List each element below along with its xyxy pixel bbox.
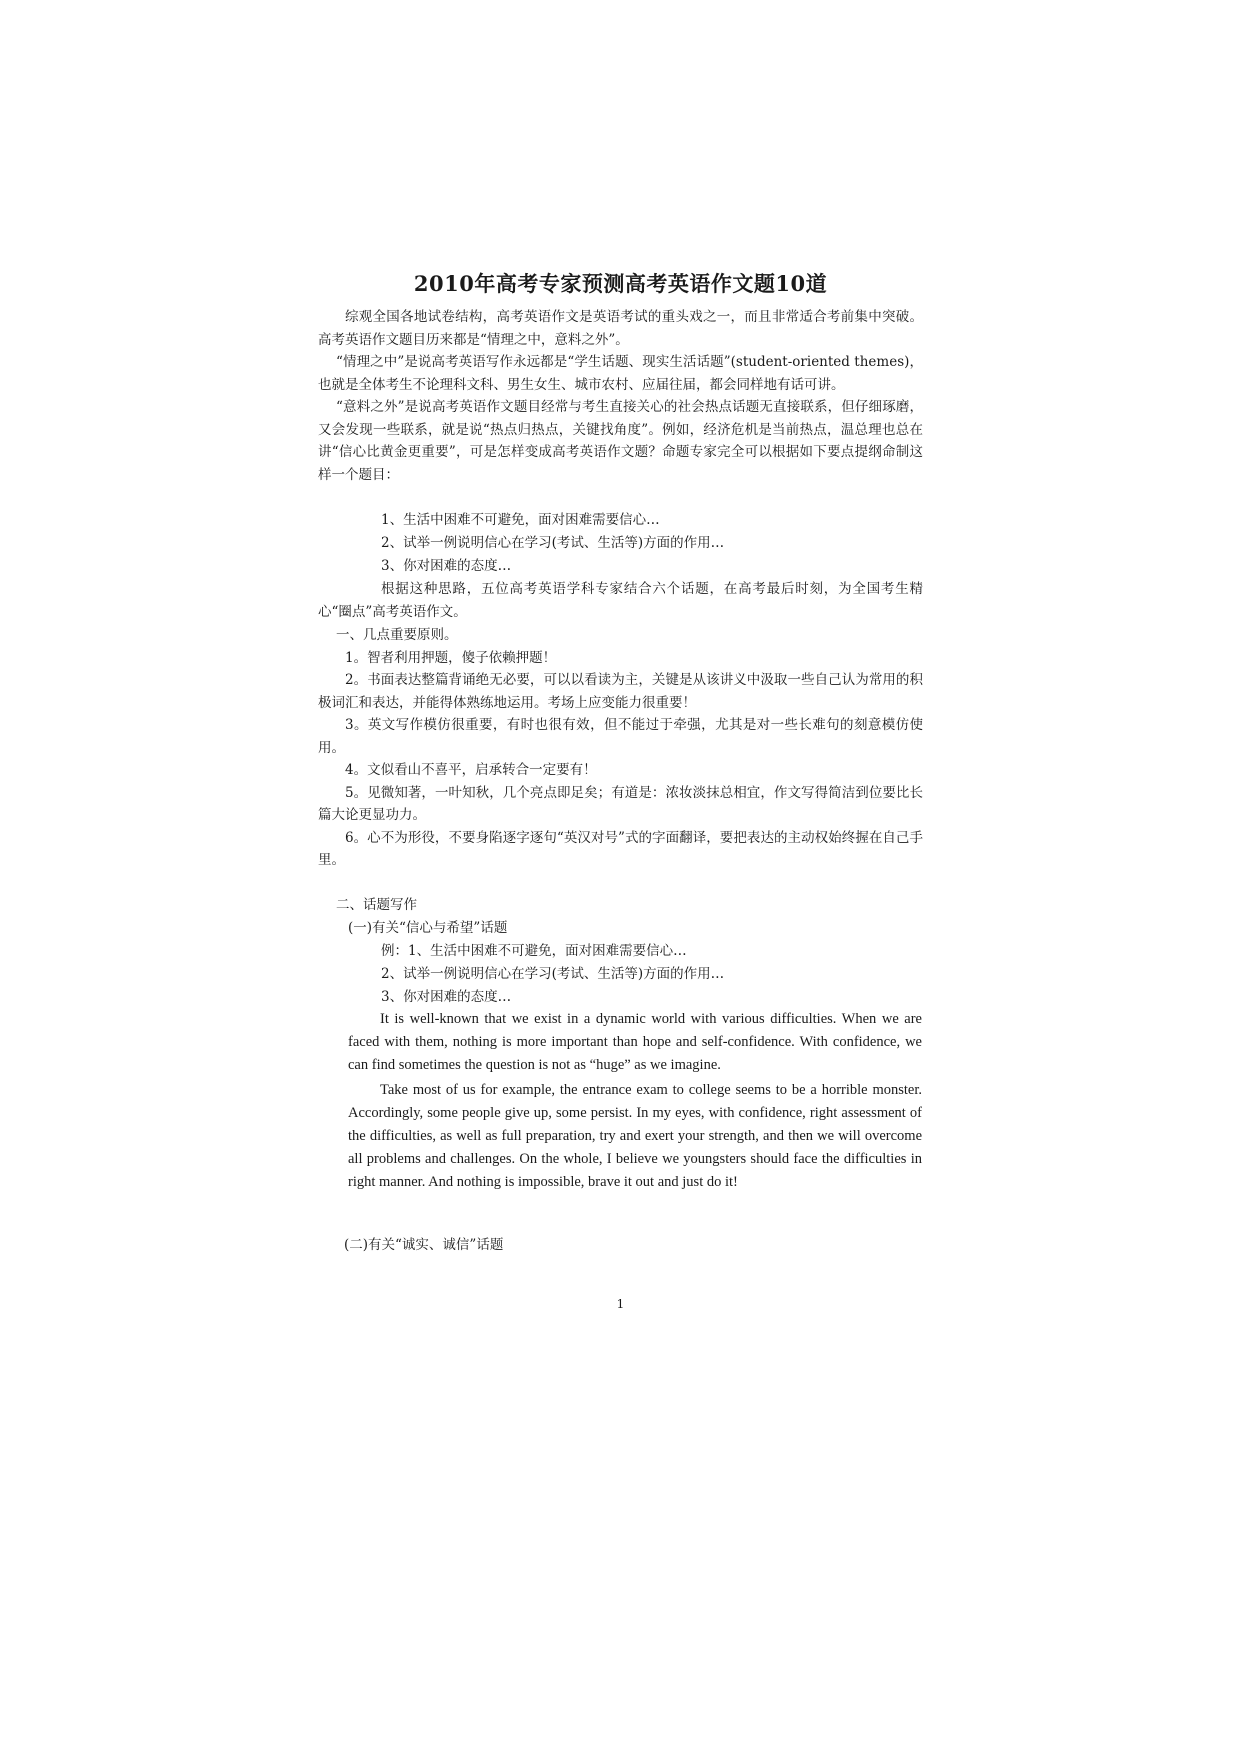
essay-paragraph: It is well-known that we exist in a dynamic world with various difficulties. When we are faced with them, nothing is more important than hope and self-confidence. With confidence, we can find sometimes the question is not as “huge” as we imagine. — [348, 1011, 922, 1073]
topic-heading: (二)有关“诚实、诚信”话题 — [344, 1237, 504, 1253]
principle-item: 1。智者利用押题，傻子依赖押题！ — [345, 649, 557, 666]
essay-paragraph: Take most of us for example, the entrance exam to college seems to be a horrible monster. Accordingly, some people give up, some persist. In my eyes, with confidence, right assessment of the difficulties, as well as full preparation, try and exert your strength, and then we will overcome all problems and challenges. On the whole, I believe we youngsters should face the difficulties in right manner. And nothing is impossible, brave it out and just do it! — [348, 1082, 922, 1190]
outline-item: 1、生活中困难不可避免，面对困难需要信心… — [381, 512, 660, 528]
intro-paragraph: “情理之中”是说高考英语写作永远都是“学生话题、现实生活话题”(student-oriented themes)，也就是全体考生不论理科文科、男生女生、城市农村、应届往届，都会同样地有话可讲。 — [318, 354, 923, 393]
principle-item: 4。文似看山不喜平，启承转合一定要有！ — [345, 762, 597, 778]
topic-prompt: 3、你对困难的态度… — [381, 989, 512, 1005]
intro-paragraph: “意料之外”是说高考英语作文题目经常与考生直接关心的社会热点话题无直接联系，但仔细琢磨，又会发现一些联系，就是说“热点归热点，关键找角度”。例如，经济危机是当前热点，温总理也总在讲“信心比黄金更重要”，可是怎样变成高考英语作文题？命题专家完全可以根据如下要点提纲命制这样一个题目： — [318, 399, 923, 483]
intro-paragraph: 综观全国各地试卷结构，高考英语作文是英语考试的重头戏之一，而且非常适合考前集中突破。高考英语作文题目历来都是“情理之中，意料之外”。 — [318, 309, 923, 348]
intro-section — [318, 306, 923, 486]
principle-item: 5。见微知著，一叶知秋，几个亮点即足矣；有道是：浓妆淡抹总相宜，作文写得简洁到位要比长篇大论更显功力。 — [318, 784, 923, 823]
principle-item: 3。英文写作模仿很重要，有时也很有效，但不能过于牵强，尤其是对一些长难句的刻意模仿使用。 — [318, 717, 923, 756]
section-principles — [318, 624, 923, 872]
intro-end-paragraph: 根据这种思路，五位高考英语学科专家结合六个话题，在高考最后时刻，为全国考生精心“圈点”高考英语作文。 — [318, 581, 923, 620]
page-number: 1 — [616, 1297, 625, 1311]
outline-item: 2、试举一例说明信心在学习(考试、生活等)方面的作用… — [381, 535, 725, 551]
section-heading: 二、话题写作 — [336, 897, 417, 913]
document-title: 2010年高考专家预测高考英语作文题10道 — [413, 271, 828, 296]
outline-item: 3、你对困难的态度… — [381, 558, 512, 574]
intro-end — [318, 578, 923, 623]
topic-prompt: 例：1、生活中困难不可避免，面对困难需要信心… — [381, 943, 687, 959]
principle-item: 6。心不为形役，不要身陷逐字逐句“英汉对号”式的字面翻译，要把表达的主动权始终握在自己手里。 — [318, 829, 923, 868]
topic-prompt: 2、试举一例说明信心在学习(考试、生活等)方面的作用… — [381, 966, 725, 982]
principle-item: 2。书面表达整篇背诵绝无必要，可以以看读为主，关键是从该讲义中汲取一些自己认为常用的积极词汇和表达，并能得体熟练地运用。考场上应变能力很重要！ — [318, 672, 923, 711]
section-heading: 一、几点重要原则。 — [336, 627, 458, 643]
topic-heading: (一)有关“信心与希望”话题 — [348, 920, 508, 936]
essay — [348, 1008, 922, 1194]
